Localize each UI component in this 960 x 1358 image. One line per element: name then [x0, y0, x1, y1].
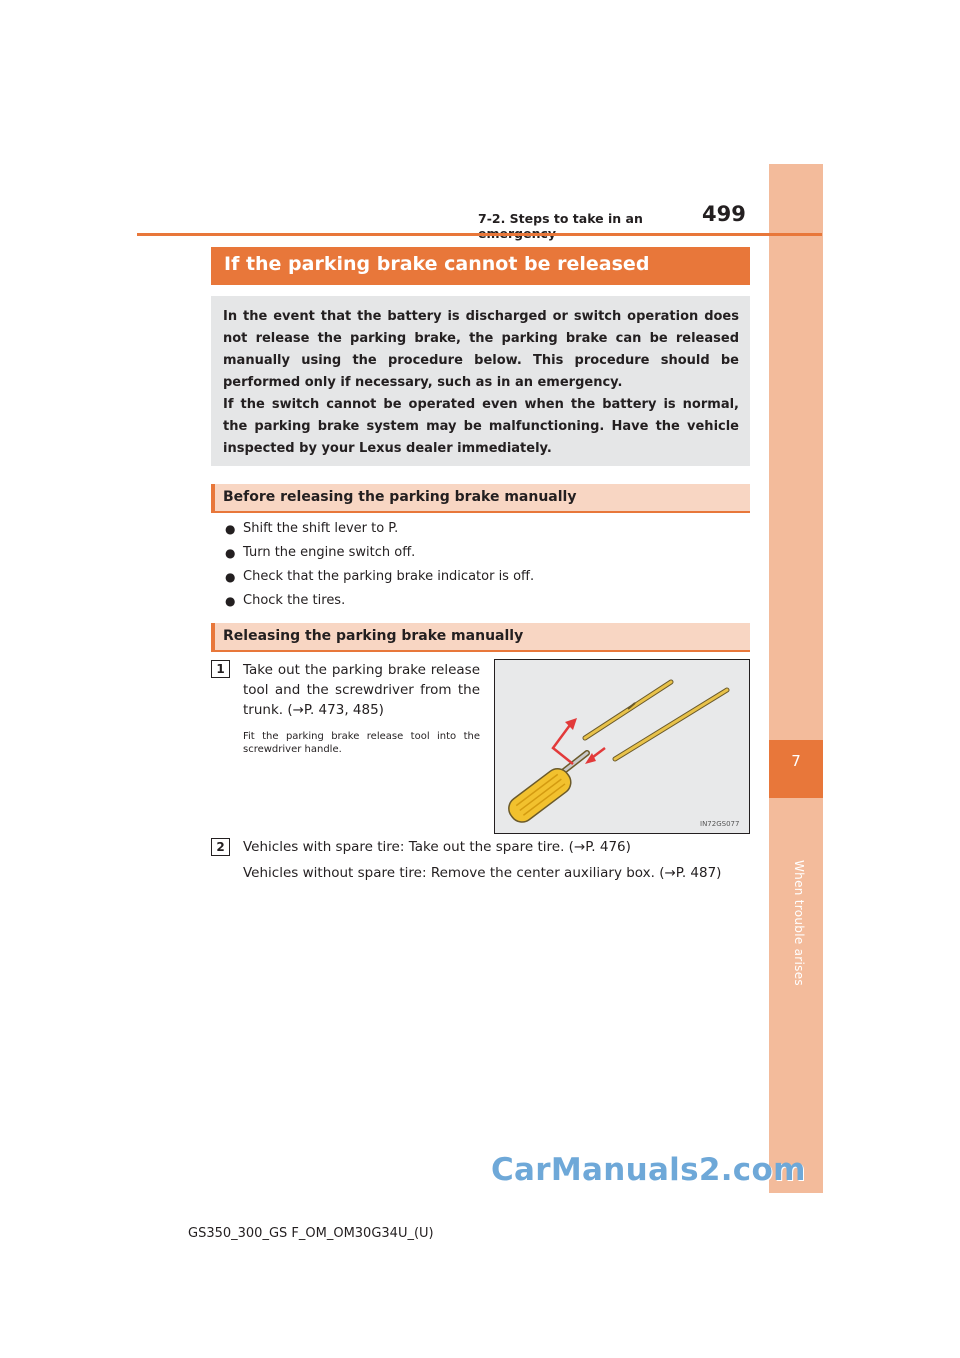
bullet-list: [225, 518, 534, 614]
step2-line: Vehicles with spare tire: Take out the spare tire. (→P. 476): [243, 839, 631, 855]
list-item: [225, 518, 534, 542]
figure-code: IN72GS077: [700, 820, 740, 828]
step2-line: Vehicles without spare tire: Remove the center auxiliary box. (→P. 487): [243, 865, 722, 881]
page-number: 499: [702, 202, 746, 226]
chapter-side-tab: [769, 164, 823, 1193]
footer-document-code: GS350_300_GS F_OM_OM30G34U_(U): [188, 1226, 434, 1241]
running-header-section: 7-2. Steps to take in an: [478, 211, 643, 226]
subheading-before: Before releasing the parking brake manually: [223, 489, 577, 505]
list-item: [225, 566, 534, 590]
chapter-number: 7: [791, 752, 801, 770]
intro-paragraph: In the event that the battery is discharged or switch operation does not release the parking brake, the parking brake can be released manually using the procedure below. This procedure should be performed only if necessary, such as in an emergency.: [223, 309, 739, 390]
step1-note: Fit the parking brake release tool into the screwdriver handle.: [243, 731, 480, 755]
screwdriver-and-release-tool-illustration: [495, 660, 749, 833]
watermark-logo: CarManuals2.com: [491, 1152, 806, 1188]
step-number-badge: 2: [211, 838, 230, 856]
step-number-badge: 1: [211, 660, 230, 678]
intro-paragraph: If the switch cannot be operated even when the battery is normal, the parking brake system may be malfunctioning. Have the vehicle inspected by your Lexus dealer immediately.: [223, 397, 739, 456]
bullet-icon: ●: [225, 522, 236, 536]
subheading-stripe: [211, 623, 215, 651]
chapter-label: When trouble arises: [792, 860, 806, 986]
subheading-rule: [211, 511, 750, 513]
list-item-text: Check that the parking brake indicator is off.: [243, 569, 535, 584]
bullet-icon: ●: [225, 594, 236, 608]
header-rule: [137, 233, 822, 236]
bullet-icon: ●: [225, 570, 236, 584]
subheading-rule: [211, 650, 750, 652]
list-item: [225, 590, 534, 614]
tool-illustration: [494, 659, 750, 834]
subheading-stripe: [211, 484, 215, 512]
intro-text: [223, 306, 739, 460]
list-item-text: Chock the tires.: [243, 593, 346, 608]
list-item: [225, 542, 534, 566]
list-item-text: Shift the shift lever to P.: [243, 521, 399, 536]
subheading-releasing: Releasing the parking brake manually: [223, 628, 524, 644]
step1-text: Take out the parking brake release tool and the screwdriver from the trunk. (→P. 473, 485): [243, 662, 480, 718]
list-item-text: Turn the engine switch off.: [243, 545, 416, 560]
page-title: If the parking brake cannot be released: [224, 253, 650, 275]
bullet-icon: ●: [225, 546, 236, 560]
